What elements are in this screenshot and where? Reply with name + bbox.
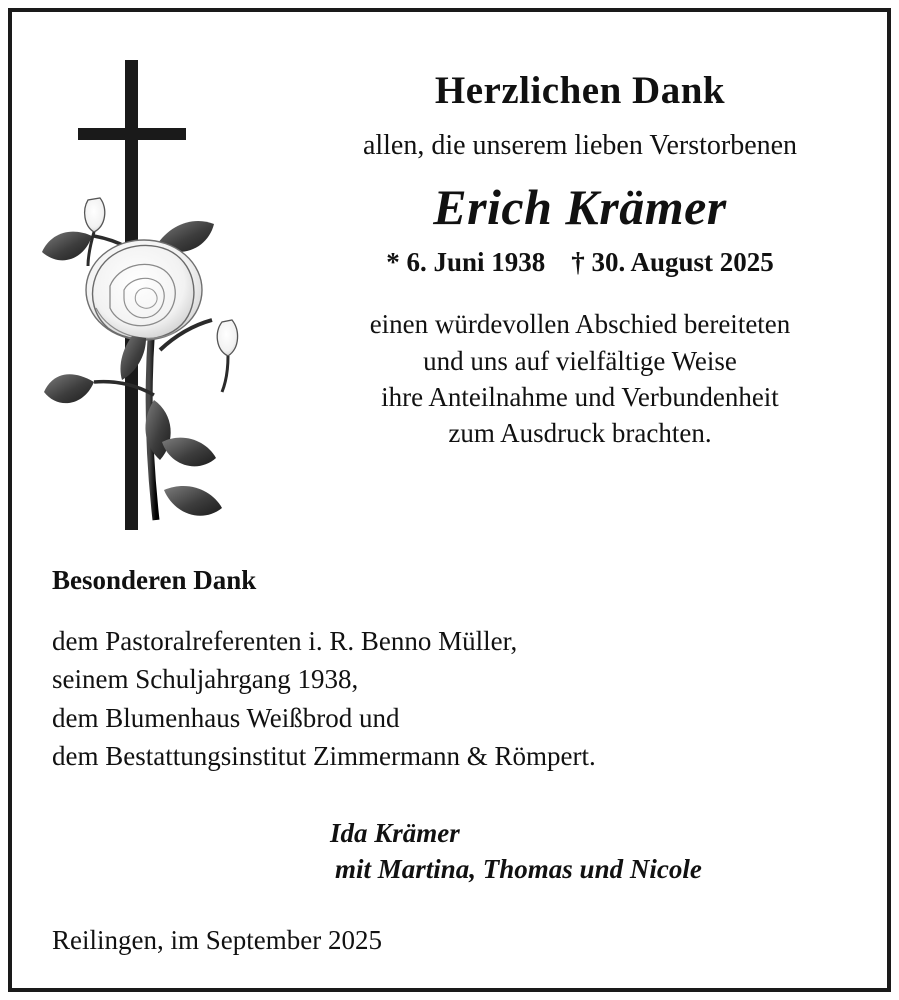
life-dates <box>290 247 870 278</box>
page-title: Herzlichen Dank <box>434 69 726 112</box>
special-thanks-title: Besonderen Dank <box>52 565 257 595</box>
signature-line: mit Martina, Thomas und Nicole <box>335 854 702 885</box>
top-text-block <box>290 70 870 451</box>
paragraph-line: zum Ausdruck brachten. <box>448 418 712 448</box>
death-date: † 30. August 2025 <box>571 247 774 278</box>
list-item: dem Blumenhaus Weißbrod und <box>52 702 400 733</box>
notice-content <box>20 20 879 980</box>
signature-line: Ida Krämer <box>330 818 460 848</box>
list-item: dem Bestattungsinstitut Zimmermann & Römpert. <box>52 740 596 771</box>
rose-illustration <box>36 50 266 550</box>
deceased-name: Erich Krämer <box>433 179 727 236</box>
birth-date: * 6. Juni 1938 <box>386 247 546 278</box>
paragraph-line: ihre Anteilnahme und Verbundenheit <box>381 381 779 412</box>
thanks-paragraph <box>290 306 870 451</box>
special-thanks-block <box>52 565 872 775</box>
place-and-date: Reilingen, im September 2025 <box>52 925 382 955</box>
signature-block <box>330 815 870 888</box>
list-item: dem Pastoralreferenten i. R. Benno Müller, <box>52 626 518 656</box>
subline-text: allen, die unserem lieben Verstorbenen <box>362 129 798 161</box>
paragraph-line: und uns auf vielfältige Weise <box>423 345 737 376</box>
special-thanks-list <box>52 622 872 775</box>
paragraph-line: einen würdevollen Abschied bereiteten <box>369 309 791 340</box>
list-item: seinem Schuljahrgang 1938, <box>52 664 359 695</box>
